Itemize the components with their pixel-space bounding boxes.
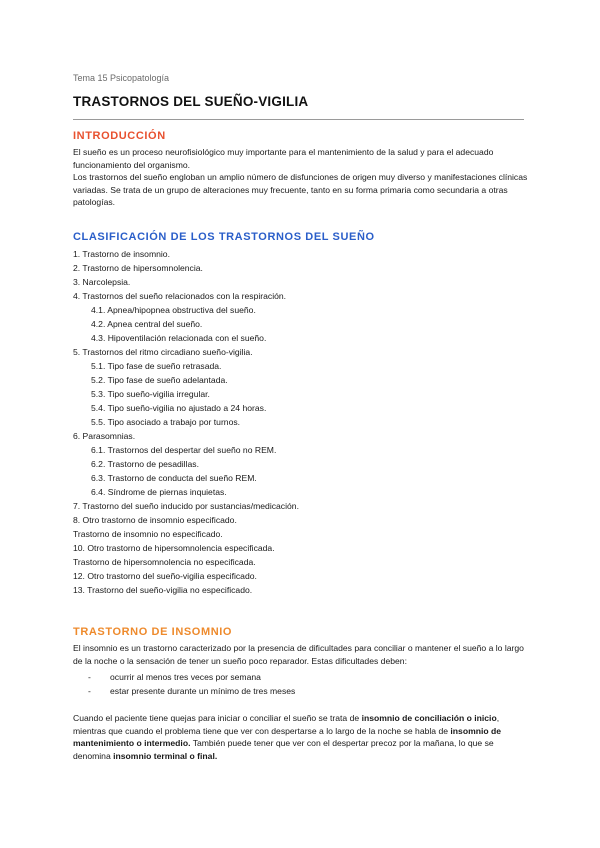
list-item: 10. Otro trastorno de hipersomnolencia especificada. xyxy=(73,543,275,553)
list-item: 12. Otro trastorno del sueño-vigilia especificado. xyxy=(73,571,257,581)
list-item: 6.1. Trastornos del despertar del sueño no REM. xyxy=(91,445,277,455)
list-item: 5.5. Tipo asociado a trabajo por turnos. xyxy=(91,417,241,427)
dash-bullet: - xyxy=(88,672,91,682)
insomnia-intro xyxy=(73,642,528,667)
document-title: TRASTORNOS DEL SUEÑO-VIGILIA xyxy=(73,94,309,109)
insomnia-paragraph-1: El insomnio es un trastorno caracterizado por la presencia de dificultades para conciliar o mantener el sueño a lo largo de la noche o la sensación de tener un sueño poco reparador. Estas dificultades deben: xyxy=(73,643,524,666)
intro-text xyxy=(73,146,528,209)
list-item xyxy=(88,670,295,684)
list-item: 6.3. Trastorno de conducta del sueño REM. xyxy=(91,473,257,483)
list-item: 4. Trastornos del sueño relacionados con la respiración. xyxy=(73,291,287,301)
list-item: 7. Trastorno del sueño inducido por sustancias/medicación. xyxy=(73,501,299,511)
criterion-text: estar presente durante un mínimo de tres meses xyxy=(110,686,296,696)
list-item: 4.1. Apnea/hipopnea obstructiva del sueño. xyxy=(91,305,256,315)
list-item: 6. Parasomnias. xyxy=(73,431,136,441)
insomnia-heading: TRASTORNO DE INSOMNIO xyxy=(73,626,233,638)
insomnia-types-text xyxy=(73,712,528,762)
list-item: 8. Otro trastorno de insomnio especificado. xyxy=(73,515,237,525)
list-item: 4.2. Apnea central del sueño. xyxy=(91,319,203,329)
dash-bullet: - xyxy=(88,686,91,696)
intro-heading: INTRODUCCIÓN xyxy=(73,130,166,142)
list-item: Trastorno de hipersomnolencia no especificada. xyxy=(73,557,256,567)
list-item: 4.3. Hipoventilación relacionada con el sueño. xyxy=(91,333,267,343)
bold-term: insomnio de conciliación o inicio xyxy=(361,713,497,723)
classification-list xyxy=(73,247,528,597)
text-run: También puede tener que ver con el despertar precoz por la mañana, lo que se denomina xyxy=(73,738,494,761)
list-item: 5.4. Tipo sueño-vigilia no ajustado a 24 horas. xyxy=(91,403,267,413)
list-item xyxy=(88,684,295,698)
list-item: 5.2. Tipo fase de sueño adelantada. xyxy=(91,375,228,385)
list-item: 3. Narcolepsia. xyxy=(73,277,131,287)
bold-term: insomnio de mantenimiento o intermedio. xyxy=(73,725,502,748)
list-item: 13. Trastorno del sueño-vigilia no especificado. xyxy=(73,585,253,595)
document-header-label: Tema 15 Psicopatología xyxy=(73,73,170,83)
criterion-text: ocurrir al menos tres veces por semana xyxy=(110,672,261,682)
text-run: Cuando el paciente tiene quejas para iniciar o conciliar el sueño se trata de xyxy=(73,713,362,723)
intro-paragraph-1: El sueño es un proceso neurofisiológico muy importante para el mantenimiento de la salud y para el adecuado funcionamiento del organismo. xyxy=(73,147,494,170)
list-item: 5. Trastornos del ritmo circadiano sueño-vigilia. xyxy=(73,347,253,357)
title-divider xyxy=(73,119,524,120)
classification-heading: CLASIFICACIÓN DE LOS TRASTORNOS DEL SUEÑO xyxy=(73,231,375,243)
list-item: 6.2. Trastorno de pesadillas. xyxy=(91,459,199,469)
bold-term: insomnio terminal o final. xyxy=(113,750,218,761)
list-item: Trastorno de insomnio no especificado. xyxy=(73,529,223,539)
insomnia-paragraph-2 xyxy=(73,712,528,762)
insomnia-criteria-list xyxy=(88,670,295,698)
list-item: 1. Trastorno de insomnio. xyxy=(73,249,170,259)
list-item: 6.4. Síndrome de piernas inquietas. xyxy=(91,487,227,497)
list-item: 2. Trastorno de hipersomnolencia. xyxy=(73,263,203,273)
list-item: 5.3. Tipo sueño-vigilia irregular. xyxy=(91,389,210,399)
intro-paragraph-2: Los trastornos del sueño engloban un amplio número de disfunciones de origen muy diverso y manifestaciones clínicas variadas. Se trata de un grupo de alteraciones muy frecuente, tanto en su forma primaria como secundaria a otras patologías. xyxy=(73,172,528,207)
text-run: , mientras que cuando el problema tiene que ver con despertarse a lo largo de la noche se habla de xyxy=(73,713,500,736)
list-item: 5.1. Tipo fase de sueño retrasada. xyxy=(91,361,222,371)
